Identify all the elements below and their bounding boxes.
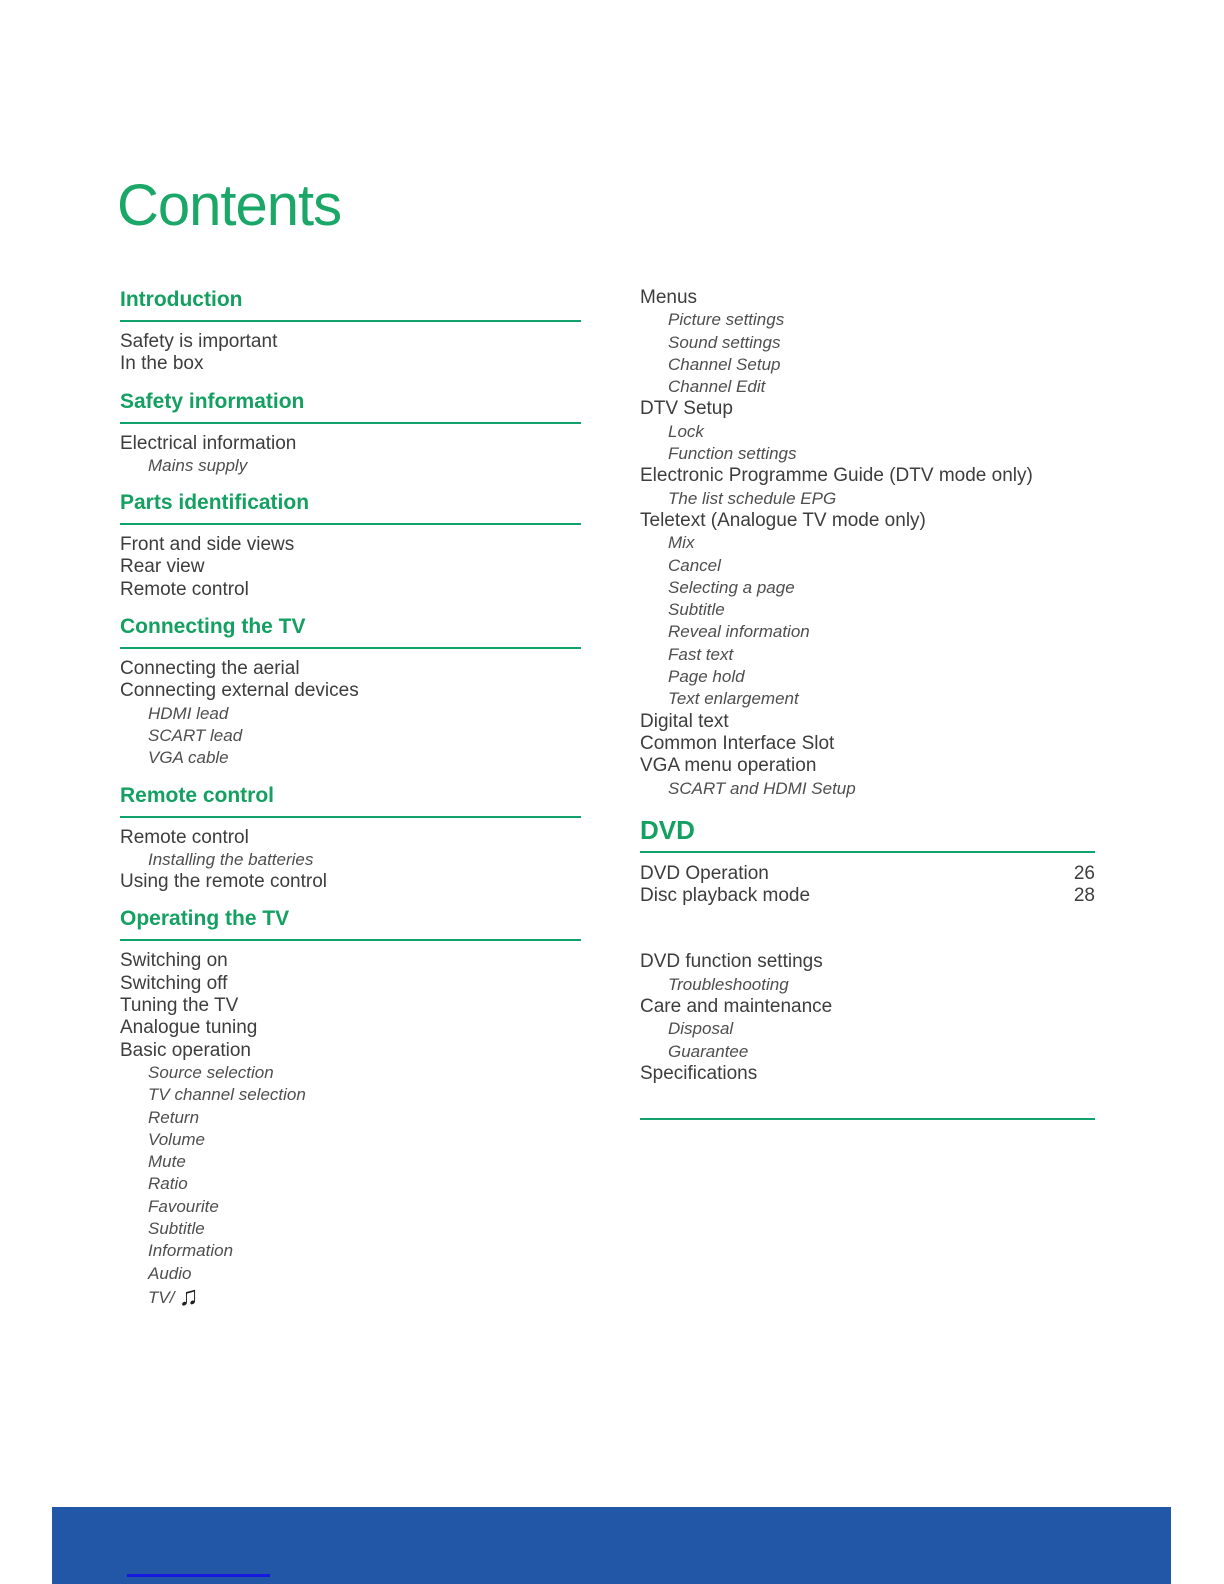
toc-entry-label: Connecting the aerial	[120, 658, 300, 680]
toc-entry-label: Connecting the TV	[120, 615, 306, 639]
toc-entry-label: Page hold	[668, 667, 745, 687]
toc-subentry	[120, 1196, 581, 1218]
toc-entry-label: In the box	[120, 353, 204, 375]
toc-section-heading-large	[640, 815, 1095, 853]
toc-entry-label: TV channel selection	[148, 1085, 306, 1105]
toc-entry-label: Menus	[640, 287, 698, 308]
toc-entry-label: Operating the TV	[120, 907, 290, 931]
toc-entry	[120, 433, 581, 455]
toc-subentry	[120, 1218, 581, 1240]
toc-entry-label: Channel Edit	[668, 377, 766, 397]
toc-entry-label: Switching on	[120, 950, 228, 972]
toc-section-heading	[120, 490, 581, 525]
toc-subentry	[640, 621, 1095, 643]
toc-subentry	[640, 488, 1095, 510]
toc-entry-label: Specifications	[640, 1062, 758, 1084]
toc-entry-label: Disc playback mode	[640, 885, 811, 907]
toc-entry	[120, 950, 581, 972]
toc-section-heading	[120, 389, 581, 424]
toc-entry-label: Using the remote control	[120, 871, 327, 893]
toc-subentry	[120, 725, 581, 747]
page-title: Contents	[117, 172, 342, 238]
toc-entry	[640, 885, 1095, 907]
toc-entry-label: Information	[148, 1241, 234, 1261]
toc-entry-label: HDMI lead	[148, 703, 229, 723]
toc-subentry	[640, 577, 1095, 599]
toc-entry-label: VGA menu operation	[640, 755, 817, 777]
toc-entry	[640, 863, 1095, 885]
toc-entry-label: Electronic Programme Guide (DTV mode only)	[640, 465, 1033, 487]
toc-subentry	[640, 1041, 1095, 1063]
toc-entry-label: Digital text	[640, 710, 729, 732]
toc-entry-label: Tuning the TV	[120, 995, 239, 1017]
toc-entry-label: Disposal	[668, 1019, 734, 1039]
toc-entry	[120, 680, 581, 702]
toc-entry	[640, 465, 1095, 487]
toc-subentry	[120, 455, 581, 477]
toc-subentry	[640, 354, 1095, 376]
toc-entry-label: Sound settings	[668, 332, 781, 352]
toc-entry	[120, 556, 581, 578]
toc-entry-label: Switching off	[120, 972, 228, 994]
toc-entry-label: Troubleshooting	[668, 974, 789, 994]
toc-subentry	[120, 703, 581, 725]
toc-entry-label: Subtitle	[148, 1219, 205, 1239]
toc-entry-label: Return	[148, 1107, 200, 1127]
toc-subentry	[640, 599, 1095, 621]
toc-entry-label: Source selection	[148, 1062, 274, 1082]
toc-entry-label: Common Interface Slot	[640, 732, 835, 754]
toc-entry-label: DVD function settings	[640, 951, 823, 973]
toc-entry-label: DVD	[640, 814, 695, 845]
toc-entry-label: Remote control	[120, 826, 249, 848]
toc-section-heading	[120, 906, 581, 941]
toc-entry-label: Guarantee	[668, 1041, 749, 1061]
toc-subentry	[640, 309, 1095, 331]
toc-entry-label: Remote control	[120, 578, 249, 600]
toc-entry	[120, 353, 581, 375]
toc-entry-label: Electrical information	[120, 432, 297, 454]
toc-entry-label: Selecting a page	[668, 577, 795, 597]
toc-entry-label: Cancel	[668, 555, 721, 575]
toc-subentry	[120, 1240, 581, 1262]
toc-entry-label: Analogue tuning	[120, 1017, 258, 1039]
toc-spacer	[640, 907, 1095, 951]
toc-subentry	[120, 1151, 581, 1173]
toc-entry-label: Ratio	[148, 1174, 188, 1194]
toc-subentry	[640, 974, 1095, 996]
footer-bar	[52, 1507, 1171, 1584]
toc-subentry	[120, 1173, 581, 1195]
toc-entry-label: VGA cable	[148, 748, 229, 768]
page-number: 26	[1073, 862, 1095, 884]
toc-entry-label: Mix	[668, 533, 695, 553]
footer-link-underline[interactable]	[127, 1574, 270, 1577]
toc-entry-label: Volume	[148, 1129, 206, 1149]
toc-entry-label: Mute	[148, 1152, 186, 1172]
toc-entry	[120, 331, 581, 353]
toc-subentry	[120, 1084, 581, 1106]
toc-entry-label: Safety information	[120, 389, 305, 413]
toc-entry-label: Parts identification	[120, 491, 310, 515]
toc-subentry	[120, 1129, 581, 1151]
toc-entry	[640, 711, 1095, 733]
toc-entry-label: Mains supply	[148, 455, 248, 475]
toc-subentry	[120, 1280, 581, 1311]
toc-entry-label: SCART lead	[148, 725, 243, 745]
toc-entry-label: Basic operation	[120, 1039, 251, 1061]
toc-entry-label: Installing the batteries	[148, 849, 314, 869]
toc-entry-label: Teletext (Analogue TV mode only)	[640, 509, 926, 531]
toc-entry-label: Care and maintenance	[640, 996, 833, 1018]
toc-entry-label: Function settings	[668, 444, 797, 464]
toc-entry-label: Introduction	[120, 288, 243, 311]
toc-entry-label: Remote control	[120, 783, 275, 807]
toc-entry-label: Text enlargement	[668, 689, 799, 709]
toc-entry	[120, 1040, 581, 1062]
toc-entry	[120, 973, 581, 995]
toc-section-heading	[120, 287, 581, 322]
toc-entry-label: Channel Setup	[668, 354, 781, 374]
toc-entry	[640, 951, 1095, 973]
toc-entry-label: Audio	[148, 1263, 192, 1283]
toc-rule	[640, 1118, 1095, 1120]
toc-subentry	[120, 1107, 581, 1129]
toc-subentry	[640, 778, 1095, 800]
toc-entry-label: DTV Setup	[640, 398, 733, 420]
toc-entry	[640, 510, 1095, 532]
toc-entry	[120, 995, 581, 1017]
toc-entry	[120, 534, 581, 556]
toc-subentry	[640, 443, 1095, 465]
toc-entry-label: Reveal information	[668, 622, 810, 642]
toc-entry-label: Lock	[668, 421, 704, 441]
music-note-icon: ♫	[178, 1280, 199, 1311]
toc-entry	[120, 871, 581, 893]
toc-subentry	[640, 421, 1095, 443]
toc-entry	[640, 1063, 1095, 1085]
toc-subentry	[640, 644, 1095, 666]
toc-subentry	[640, 532, 1095, 554]
toc-entry-label: Picture settings	[668, 310, 785, 330]
toc-entry	[640, 996, 1095, 1018]
toc-entry	[640, 755, 1095, 777]
toc-entry	[120, 827, 581, 849]
toc-subentry	[120, 1062, 581, 1084]
toc-entry-label: Fast text	[668, 644, 734, 664]
toc-entry-label: SCART and HDMI Setup	[668, 778, 856, 798]
toc-entry-label: DVD Operation	[640, 862, 769, 884]
toc-section-heading	[120, 614, 581, 649]
toc-entry-label: TV/	[148, 1287, 175, 1307]
toc-subentry	[640, 555, 1095, 577]
toc-subentry	[640, 332, 1095, 354]
toc-entry	[640, 398, 1095, 420]
toc-entry-label: Favourite	[148, 1196, 219, 1216]
toc-subentry	[640, 1018, 1095, 1040]
toc-subentry	[640, 666, 1095, 688]
toc-entry-label: The list schedule EPG	[668, 488, 837, 508]
toc-entry-label: Rear view	[120, 556, 205, 578]
toc-subentry	[120, 849, 581, 871]
toc-entry-label: Safety is important	[120, 331, 278, 352]
toc-subentry	[120, 747, 581, 769]
toc-subentry	[640, 376, 1095, 398]
toc-section-heading	[120, 783, 581, 818]
toc-entry	[640, 733, 1095, 755]
toc-left-column	[120, 287, 581, 1309]
toc-entry-label: Connecting external devices	[120, 680, 359, 702]
page-number: 28	[1073, 885, 1095, 907]
toc-entry	[640, 287, 1095, 309]
toc-entry-label: Front and side views	[120, 534, 295, 556]
toc-right-column	[640, 287, 1095, 1120]
toc-subentry	[640, 688, 1095, 710]
toc-entry	[120, 579, 581, 601]
toc-entry	[120, 658, 581, 680]
toc-entry	[120, 1017, 581, 1039]
toc-entry-label: Subtitle	[668, 600, 725, 620]
